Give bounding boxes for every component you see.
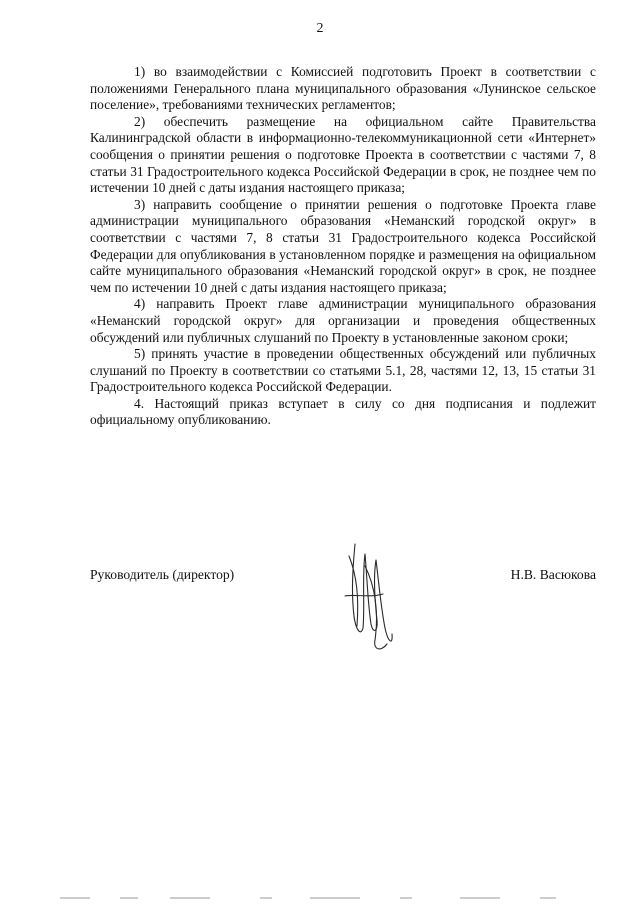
document-body (90, 64, 596, 429)
paragraph-item-5: 5) принять участие в проведении общественных обсуждений или публичных слушаний по Проекту в соответствии со статьями 5.1, 28, частями 12, 13, 15 статьи 31 Градостроительного кодекса Российской Федерации. (90, 346, 596, 395)
paragraph-item-1: 1) во взаимодействии с Комиссией подготовить Проект в соответствии с положениями Генерального плана муниципального образования «Лунинское сельское поселение», требованиями технических регламентов; (90, 64, 596, 113)
paragraph-item-2: 2) обеспечить размещение на официальном сайте Правительства Калининградской области в информационно-телекоммуникационной сети «Интернет» сообщения о принятии решения о подготовке Проекта в соответствии с частями 7, 8 статьи 31 Градостроительного кодекса Российской Федерации в срок, не позднее чем по истечении 10 дней с даты издания настоящего приказа; (90, 113, 596, 196)
signer-name: Н.В. Васюкова (510, 567, 596, 582)
paragraph-entry-into-force: 4. Настоящий приказ вступает в силу со дня подписания и подлежит официальному опубликованию. (90, 395, 596, 428)
paragraph-item-3: 3) направить сообщение о принятии решения о подготовке Проекта главе администрации муниципального образования «Неманский городской округ» в соответствии с частями 7, 8 статьи 31 Градостроительного кодекса Российской Федерации для опубликования в установленном порядке и размещения на официальном сайте муниципального образования «Неманский городской округ» в срок, не позднее чем по истечении 10 дней с даты издания настоящего приказа; (90, 196, 596, 295)
page-number: 2 (316, 21, 324, 36)
handwritten-signature (335, 536, 405, 656)
scan-edge-artifact (60, 896, 590, 900)
signer-position: Руководитель (директор) (90, 567, 235, 582)
paragraph-item-4: 4) направить Проект главе администрации муниципального образования «Неманский городской округ» для организации и проведения общественных обсуждений или публичных слушаний по Проекту в установленные законом сроки; (90, 296, 596, 345)
